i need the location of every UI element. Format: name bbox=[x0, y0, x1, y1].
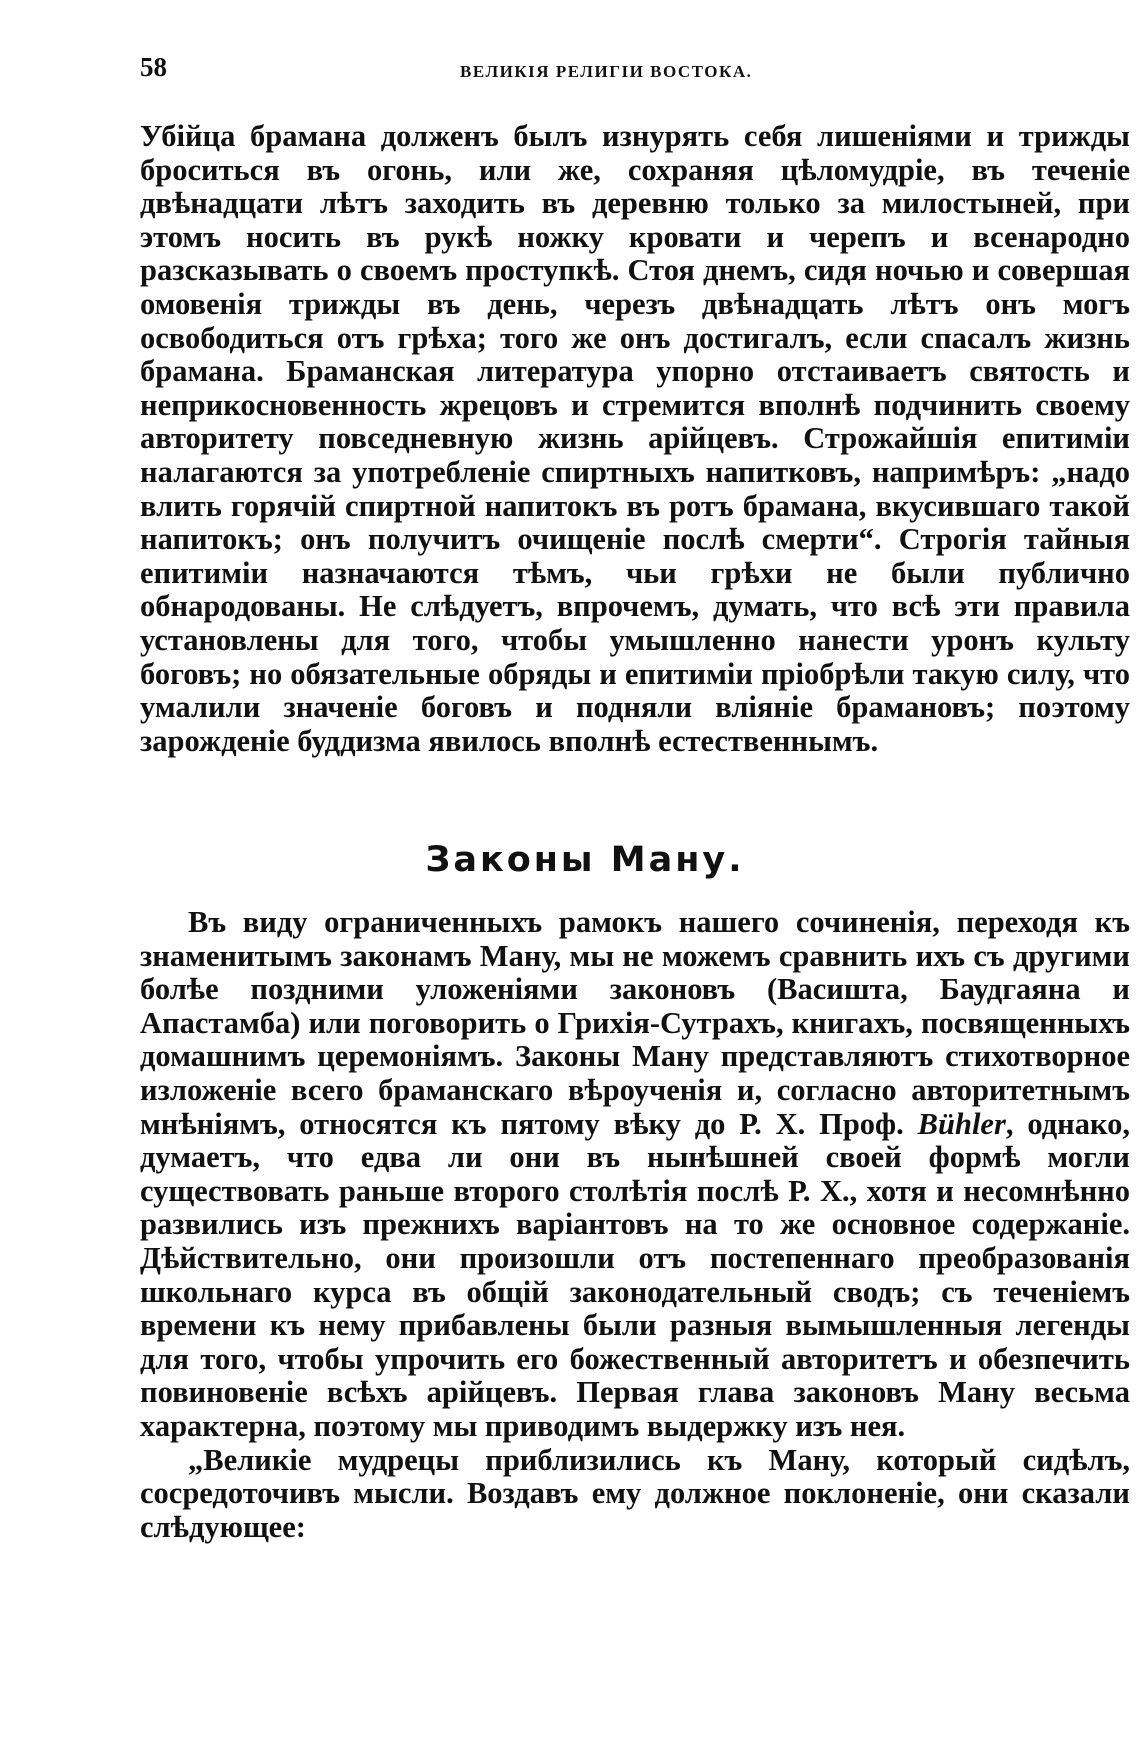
section-title: Законы Ману. bbox=[425, 840, 745, 880]
page-header bbox=[140, 52, 1130, 92]
paragraph-laws-of-manu bbox=[140, 906, 1130, 1444]
paragraph-quotation: „Великіе мудрецы приблизились къ Ману, который сидѣлъ, сосредоточивъ мысли. Воздавъ ему должное поклоненіе, они сказали слѣдующее: bbox=[140, 1442, 1130, 1544]
author-name-buhler: Bühler bbox=[917, 1106, 1006, 1141]
paragraph-laws-part-2: , однако, думаетъ, что едва ли они въ нынѣшней своей формѣ могли существовать раньше второго столѣтія послѣ Р. Х., хотя и несомнѣнно развились изъ прежнихъ варіантовъ на то же основное содержаніе. Дѣйствительно, они произошли отъ постепеннаго преобразованія школьнаго курса въ общій законодательный сводъ; съ теченіемъ времени къ нему прибавлены были разныя вымышленныя легенды для того, чтобы упрочить его божественный авторитетъ и обезпечить повиновеніе всѣхъ арійцевъ. Первая глава законовъ Ману весьма характерна, поэтому мы приводимъ выдержку изъ нея. bbox=[140, 1106, 1130, 1443]
text-block-upper bbox=[140, 120, 1130, 758]
paragraph-penances: Убійца брамана долженъ былъ изнурять себя лишеніями и трижды броситься въ огонь, или же, сохраняя цѣломудріе, въ теченіе двѣнадцати лѣтъ заходить въ деревню только за милостыней, при этомъ носить въ рукѣ ножку кровати и черепъ и всенародно разсказывать о своемъ проступкѣ. Стоя днемъ, сидя ночью и совершая омовенія трижды въ день, черезъ двѣнадцать лѣтъ онъ могъ освободиться отъ грѣха; того же онъ достигалъ, если спасалъ жизнь брамана. Браманская литература упорно отстаиваетъ святость и неприкосновенность жрецовъ и стремится вполнѣ подчинить своему авторитету повседневную жизнь арійцевъ. Строжайшія епитиміи налагаются за употребленіе спиртныхъ напитковъ, напримѣръ: „надо влить горячій спиртной напитокъ въ ротъ брамана, вкусившаго такой напитокъ; онъ получитъ очищеніе послѣ смерти“. Строгія тайныя епитиміи назначаются тѣмъ, чьи грѣхи не были публично обнародованы. Не слѣдуетъ, впрочемъ, думать, что всѣ эти правила установлены для того, чтобы умышленно нанести уронъ культу боговъ; но обязательные обряды и епитиміи пріобрѣли такую силу, что умалили значеніе боговъ и подняли вліяніе брамановъ; поэтому зарожденіе буддизма явилось вполнѣ естественнымъ. bbox=[140, 119, 1130, 758]
paragraph-laws-part-1: Въ виду ограниченныхъ рамокъ нашего сочиненія, переходя къ знаменитымъ законамъ Ману, мы не можемъ сравнить ихъ съ другими болѣе поздними уложеніями законовъ (Васишта, Баудгаяна и Апастамба) или поговорить о Грихія-Сутрахъ, книгахъ, посвященныхъ домашнимъ церемоніямъ. Законы Ману представляютъ стихотворное изложеніе всего браманскаго вѣроученія и, согласно авторитетнымъ мнѣніямъ, относятся къ пятому вѣку до Р. Х. Проф. bbox=[140, 905, 1130, 1141]
text-block-lower bbox=[140, 906, 1130, 1544]
page-number: 58 bbox=[140, 52, 167, 82]
running-head: ВЕЛИКІЯ РЕЛИГІИ ВОСТОКА. bbox=[460, 62, 753, 81]
